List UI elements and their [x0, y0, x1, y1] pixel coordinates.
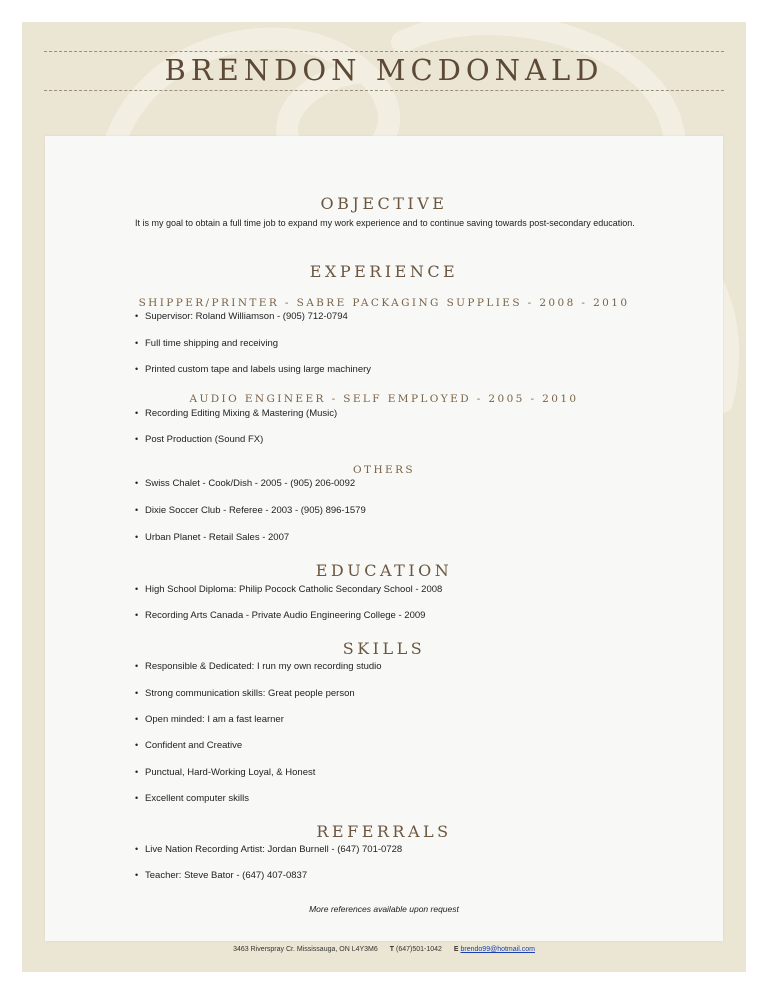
bullet-icon: •	[135, 740, 139, 750]
phone-label: T	[389, 946, 395, 953]
resume-content	[45, 136, 723, 941]
job-title: SHIPPER/PRINTER - SABRE PACKAGING SUPPLIES - 2008 - 2010	[138, 297, 630, 309]
list-item: • Post Production (Sound FX)	[135, 434, 264, 445]
email-link[interactable]: brendo99@hotmail.com	[460, 946, 535, 953]
list-item: • Recording Arts Canada - Private Audio Engineering College - 2009	[135, 610, 426, 621]
list-item: • Punctual, Hard-Working Loyal, & Honest	[135, 767, 316, 778]
list-item: • Printed custom tape and labels using large machinery	[135, 364, 372, 375]
list-item: • Excellent computer skills	[135, 793, 250, 804]
list-item: • Confident and Creative	[135, 740, 243, 751]
header-divider-top	[44, 51, 724, 52]
header-divider-bottom	[44, 90, 724, 91]
list-item: • Strong communication skills: Great people person	[135, 688, 355, 699]
list-item: • High School Diploma: Philip Pocock Catholic Secondary School - 2008	[135, 584, 443, 595]
bullet-icon: •	[135, 311, 139, 321]
bullet-icon: •	[135, 505, 139, 515]
skills-heading: SKILLS	[342, 639, 426, 658]
job-title: AUDIO ENGINEER - SELF EMPLOYED - 2005 - 2010	[189, 393, 579, 405]
list-item: • Urban Planet - Retail Sales - 2007	[135, 532, 290, 543]
list-item: • Supervisor: Roland Williamson - (905) 712-0794	[135, 311, 348, 322]
job-title: OTHERS	[353, 464, 415, 476]
bullet-icon: •	[135, 661, 139, 671]
list-item: • Swiss Chalet - Cook/Dish - 2005 - (905) 206-0092	[135, 478, 356, 489]
bullet-icon: •	[135, 870, 139, 880]
list-item: • Responsible & Dedicated: I run my own recording studio	[135, 661, 382, 672]
list-item: • Live Nation Recording Artist: Jordan Burnell - (647) 701-0728	[135, 844, 403, 855]
experience-heading: EXPERIENCE	[309, 262, 459, 281]
resume-name: BRENDON MCDONALD	[164, 53, 604, 87]
phone: (647)501-1042	[395, 946, 442, 953]
bullet-icon: •	[135, 532, 139, 542]
bullet-icon: •	[135, 610, 139, 620]
bullet-icon: •	[135, 364, 139, 374]
bullet-icon: •	[135, 338, 139, 348]
bullet-icon: •	[135, 767, 139, 777]
email-label: E	[453, 946, 459, 953]
objective-heading: OBJECTIVE	[320, 194, 448, 213]
list-item: • Open minded: I am a fast learner	[135, 714, 284, 725]
bullet-icon: •	[135, 434, 139, 444]
list-item: • Recording Editing Mixing & Mastering (Music)	[135, 408, 338, 419]
bullet-icon: •	[135, 408, 139, 418]
list-item: • Dixie Soccer Club - Referee - 2003 - (905) 896-1579	[135, 505, 366, 516]
bullet-icon: •	[135, 714, 139, 724]
bullet-icon: •	[135, 584, 139, 594]
bullet-icon: •	[135, 478, 139, 488]
list-item: • Full time shipping and receiving	[135, 338, 279, 349]
objective-text: It is my goal to obtain a full time job to expand my work experience and to continue saving towards post-secondary education.	[135, 218, 635, 228]
references-note: More references available upon request	[309, 904, 459, 914]
bullet-icon: •	[135, 793, 139, 803]
contact-footer	[22, 946, 746, 953]
list-item: • Teacher: Steve Bator - (647) 407-0837	[135, 870, 308, 881]
education-heading: EDUCATION	[315, 561, 453, 580]
bullet-icon: •	[135, 844, 139, 854]
referrals-heading: REFERRALS	[316, 822, 452, 841]
address: 3463 Riverspray Cr. Mississauga, ON L4Y3M6	[233, 946, 378, 953]
resume-page	[22, 22, 746, 972]
bullet-icon: •	[135, 688, 139, 698]
